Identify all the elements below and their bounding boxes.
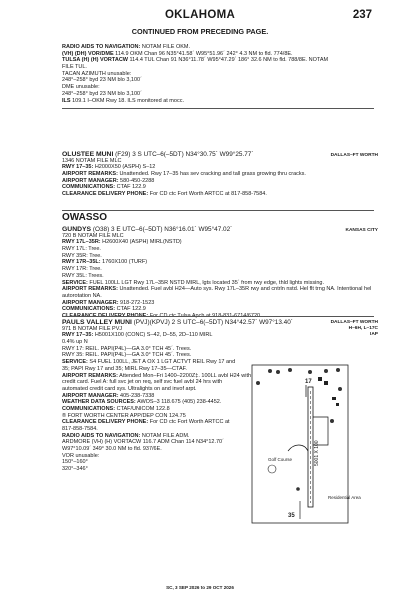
entry-text: 817-858-7584. xyxy=(62,426,98,432)
entry-text: TACAN AZIMUTH unusable: xyxy=(62,70,132,77)
entry-text: NOTAM FILE OKM. xyxy=(140,44,191,50)
entry-label: AIRPORT MANAGER: xyxy=(62,299,119,306)
olustee-region: DALLAS–FT WORTH xyxy=(330,153,378,158)
entry-text: For CD ctc Fort Worth ARTCC at xyxy=(148,419,230,426)
entry-text: 248°–258° byd 23 NM blo 3,100´ xyxy=(62,90,142,97)
entry-line xyxy=(62,332,352,339)
entry-text: 35; PAPI Rwy 17 and 35; MIRL Rwy 17–35—CTAF. xyxy=(62,365,187,372)
entry-text: FUEL 100LL LGT Rwy 17L–35R NSTD MIRL, lgts located 35´ from rwy edge, thld lights missing. xyxy=(87,279,324,286)
tree-symbols xyxy=(256,368,342,423)
page-number: 237 xyxy=(352,9,372,21)
golf-course-label: Golf Course xyxy=(268,457,293,462)
entry-label: COMMUNICATIONS: xyxy=(62,306,116,313)
entry-label: AIRPORT MANAGER: xyxy=(62,177,119,184)
tree-symbol xyxy=(296,487,300,491)
entry-text: Unattended. Fuel avbl H24—Auto sys. Rwy 17L–35R rwy and cntrln nstd. Hel flt trng NA. Intentional hel xyxy=(117,286,372,293)
airport-ident: (F29) xyxy=(115,151,131,158)
region-line: H–6H, L–17C xyxy=(348,326,378,331)
entry-label: CLEARANCE DELIVERY PHONE: xyxy=(62,191,149,198)
city-heading: OWASSO xyxy=(62,212,108,223)
entry-text: VOR unusable: xyxy=(62,452,100,459)
entry-text: W97°10.09´ 349° 30.0 NM to fld. 937/6E. xyxy=(62,446,162,453)
entry-line xyxy=(62,346,352,353)
entry-line xyxy=(62,293,352,300)
entry-label: RWY 17–35: xyxy=(62,332,94,339)
airport-ident: (O38) xyxy=(92,226,110,233)
entry-label: CLEARANCE DELIVERY PHONE: xyxy=(62,419,149,426)
rwy-35-label: 35 xyxy=(288,513,295,519)
entry-text: 971 B NOTAM FILE PVJ xyxy=(62,325,123,332)
airport-name: OLUSTEE MUNI xyxy=(62,151,114,158)
entry-text: Unattended. Rwy 17–35 has sev cracking and tall grass growing thru cracks. xyxy=(117,171,306,178)
entry-label: RWY 17L–35R: xyxy=(62,239,101,246)
entry-line xyxy=(62,71,352,78)
rwy-17-label: 17 xyxy=(305,379,312,385)
entry-text: RWY 35: REIL. PAPI(P4L)—GA 3.0° TCH 45´. Trees. xyxy=(62,352,192,359)
entry-line xyxy=(62,273,352,280)
entry-line xyxy=(62,259,352,266)
entry-text: 0.4% up N xyxy=(62,339,88,346)
airport-info: 3 E UTC–6(–5DT) N36°16.01´ W95°47.02´ xyxy=(109,226,233,233)
entry-line xyxy=(62,98,352,105)
entry-label: AIRPORT REMARKS: xyxy=(62,372,118,379)
entry-line xyxy=(62,326,352,333)
entry-label: RADIO AIDS TO NAVIGATION: xyxy=(62,44,141,50)
entry-text: 150°–160° xyxy=(62,459,88,466)
entry-label: SERVICE: xyxy=(62,359,88,366)
entry-line xyxy=(62,352,352,359)
entry-text: S4 FUEL 100LL, JET A OX 1 LGT ACTVT REIL Rwy 17 and xyxy=(87,359,236,366)
entry-label: CLEARANCE DELIVERY PHONE: xyxy=(62,312,149,319)
olustee-block xyxy=(62,151,352,198)
continued-note: CONTINUED FROM PRECEDING PAGE. xyxy=(131,27,269,36)
entry-text: RWY 17L: Tree. xyxy=(62,246,101,253)
effective-dates: SC, 3 SEP 2026 to 29 OCT 2026 xyxy=(166,585,234,590)
airport-name: GUNDYS xyxy=(62,226,92,233)
entry-text: FILE TUL. xyxy=(62,64,87,71)
entry-text: ARDMORE (VH) (H) VORTACW 116.7 ADM Chan 114 N34°12.70´ xyxy=(62,439,224,446)
entry-line xyxy=(62,77,352,84)
airport-ident: (PVJ)(KPVJ) xyxy=(133,319,170,326)
entry-text: autorotation NA. xyxy=(62,292,102,299)
entry-label: AIRPORT MANAGER: xyxy=(62,392,119,399)
entry-text: Attended Mon–Fri 1400–2200Z‡. 100LL avbl H24 with xyxy=(117,372,252,379)
entry-text: H2600X40 (ASPH) MIRL(NSTD) xyxy=(100,239,182,246)
entry-line xyxy=(62,44,352,51)
pauls-valley-region xyxy=(331,320,378,338)
residential-label: Residential Area xyxy=(328,495,361,500)
runway-dimension-label: 5001 X 100 xyxy=(314,440,320,466)
region-line: DALLAS–FT WORTH xyxy=(330,320,378,325)
entry-text: RWY 17R: Tree. xyxy=(62,266,102,273)
entry-line xyxy=(62,191,352,198)
entry-label: RWY 17R–35L: xyxy=(62,259,101,266)
entry-text: CTAF 122.9 xyxy=(115,306,146,313)
entry-line xyxy=(62,178,352,185)
region-line: IAP xyxy=(370,332,378,337)
entry-line xyxy=(62,233,352,240)
airport-info: 2 S UTC–6(–5DT) N34°42.57´ W97°13.40´ xyxy=(169,319,293,326)
airport-name: PAULS VALLEY MUNI xyxy=(62,319,132,326)
entry-label: SERVICE: xyxy=(62,279,88,286)
entry-label: ILS xyxy=(62,97,71,104)
entry-text: AWOS–3 118.675 (405) 238-4452. xyxy=(135,399,222,406)
divider xyxy=(62,210,374,211)
entry-text: CTAF/UNICOM 122.8 xyxy=(115,405,170,412)
entry-text: 405-238-7338 xyxy=(118,392,155,399)
entry-label: RWY 17–35: xyxy=(62,164,94,171)
entry-text: 109.1 I–OKM Rwy 18. ILS monitored at mocc. xyxy=(70,97,184,104)
entry-text: 114.4 TUL Chan 91 N36°11.78´ W95°47.29´ 186° 32.6 NM to fld. 788/8E. NOTAM xyxy=(128,57,329,64)
entry-line xyxy=(62,339,352,346)
entry-text: 1760X100 (TURF) xyxy=(100,259,148,266)
entry-text: NOTAM FILE ADM. xyxy=(140,432,190,439)
entry-line xyxy=(62,51,352,58)
airport-info: 3 S UTC–6(–5DT) N34°30.75´ W99°25.77´ xyxy=(130,151,254,158)
state-title: OKLAHOMA xyxy=(164,9,236,21)
entry-label: TULSA (H) (H) VORTACW xyxy=(62,57,128,64)
entry-text: 1346 NOTAM FILE MLC xyxy=(62,157,122,164)
entry-text: 320°–346° xyxy=(62,466,88,473)
entry-text: 918-272-1523 xyxy=(118,299,155,306)
entry-text: CTAF 122.9 xyxy=(115,184,146,191)
entry-line xyxy=(62,64,352,71)
entry-text: DME unusable: xyxy=(62,84,100,91)
divider xyxy=(62,316,374,317)
entry-text: ® FORT WORTH CENTER APP/DEP CON 124.75 xyxy=(62,412,186,419)
airport-diagram xyxy=(248,361,361,527)
entry-line xyxy=(62,164,352,171)
entry-line xyxy=(62,280,352,287)
golf-symbol xyxy=(268,465,276,473)
entry-label: AIRPORT REMARKS: xyxy=(62,171,118,178)
entry-text: H5001X100 (CONC) S–42, D–55, 2D–110 MIRL xyxy=(93,332,213,339)
entry-label: (VH) (DH) VOR/DME xyxy=(62,50,114,57)
entry-line xyxy=(62,306,352,313)
entry-line xyxy=(62,239,352,246)
entry-label: COMMUNICATIONS: xyxy=(62,405,116,412)
entry-line xyxy=(62,253,352,260)
entry-line xyxy=(62,184,352,191)
entry-label: RADIO AIDS TO NAVIGATION: xyxy=(62,432,141,439)
entry-text: H2000X50 (ASPH) S–12 xyxy=(93,164,156,171)
entry-line xyxy=(62,171,352,178)
gundys-region: KANSAS CITY xyxy=(345,228,378,233)
entry-line xyxy=(62,246,352,253)
entry-text: For CD ctc Fort Worth ARTCC at 817-858-7584. xyxy=(148,191,267,198)
entry-text: 248°–258° byd 23 NM blo 3,100´ xyxy=(62,77,142,84)
entry-text: RWY 35R: Tree. xyxy=(62,252,102,259)
entry-label: AIRPORT REMARKS: xyxy=(62,286,118,293)
entry-line xyxy=(62,84,352,91)
entry-text: For CD ctc Tulsa Apch at 918-831-6714/6720. xyxy=(148,312,262,319)
divider xyxy=(62,108,374,109)
building-symbols xyxy=(318,377,339,406)
entry-text: credit card. Fuel A: full svc jet on req, self svc fuel avbl 24 hrs with xyxy=(62,379,223,386)
entry-text: 580-450-2288 xyxy=(118,177,155,184)
entry-line xyxy=(62,158,352,165)
entry-label: COMMUNICATIONS: xyxy=(62,184,116,191)
entry-line xyxy=(62,91,352,98)
entry-text: 114.9 OKM Chan 96 N35°41.58´ W95°51.96´ 242° 4.3 NM to fld. 774/8E. xyxy=(113,50,293,57)
entry-label: WEATHER DATA SOURCES: xyxy=(62,399,136,406)
entry-line xyxy=(62,57,352,64)
entry-text: automated credit card sys. Ultralights on and invof arpt. xyxy=(62,385,197,392)
entry-line xyxy=(62,300,352,307)
entry-text: RWY 35L: Trees. xyxy=(62,272,104,279)
entry-line xyxy=(62,286,372,293)
entry-text: 720 B NOTAM FILE MLC xyxy=(62,232,124,239)
taxiway xyxy=(288,445,308,451)
entry-line xyxy=(62,266,352,273)
entry-text: RWY 17: REIL. PAPI(P4L)—GA 3.0° TCH 45´. Trees. xyxy=(62,345,192,352)
tulsa-navaid-block xyxy=(62,44,352,104)
